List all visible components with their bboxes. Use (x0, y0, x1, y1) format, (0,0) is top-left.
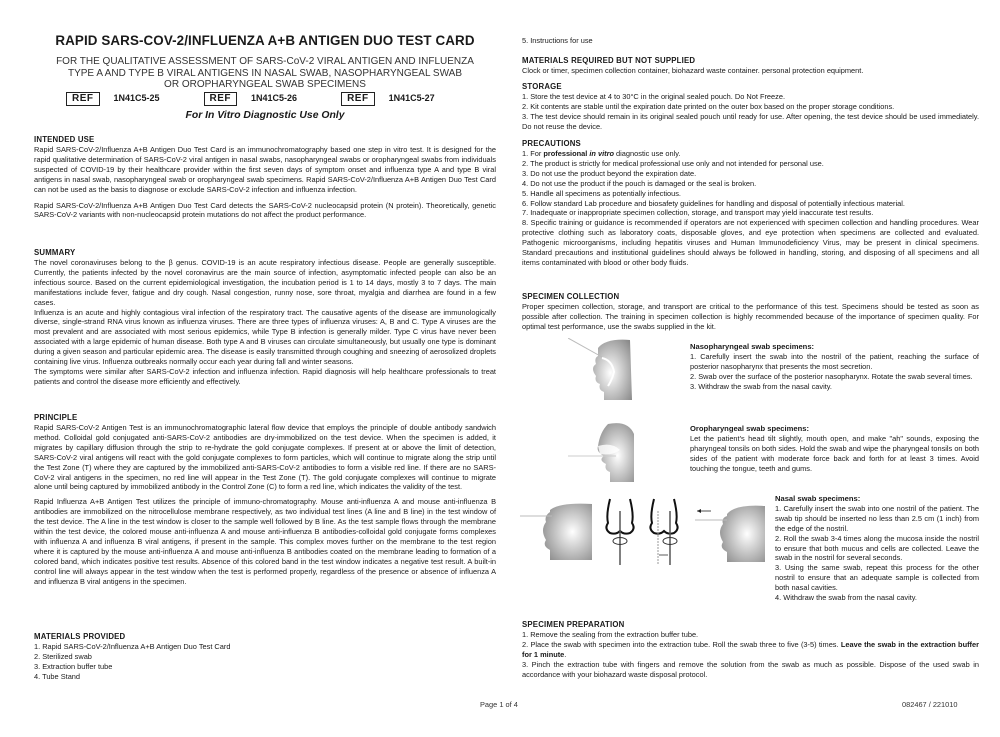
document-title: RAPID SARS-COV-2/INFLUENZA A+B ANTIGEN DUO TEST CARD (55, 33, 475, 48)
list-item: 4. Tube Stand (34, 671, 81, 681)
materials-required-section (522, 56, 979, 76)
nasopharyngeal-head-profile-icon (568, 338, 648, 404)
list-item: 3. Withdraw the swab from the nasal cavity. (690, 381, 832, 391)
list-item: 1. Remove the sealing from the extraction buffer tube. (522, 630, 699, 639)
section-heading: SUMMARY (34, 248, 76, 257)
list-item: 4. Withdraw the swab from the nasal cavity. (775, 593, 917, 603)
list-item: 1. Carefully insert the swab into the nostril of the patient, reaching the surface of posterior nasopharynx that presents the most secretion. (690, 351, 979, 371)
paragraph: Clock or timer, specimen collection container, biohazard waste container. personal protection equipment. (522, 66, 864, 75)
summary-section (34, 248, 496, 387)
section-heading: INTENDED USE (34, 135, 95, 144)
list-item: 7. Inadequate or inappropriate specimen collection, storage, and transport may yield inaccurate test results. (522, 208, 874, 218)
nasal-head-profile-left-icon (520, 500, 600, 566)
list-item: 4. Do not use the product if the pouch is damaged or the seal is broken. (522, 178, 757, 188)
paragraph: Rapid Influenza A+B Antigen Test utilizes the principle of immuno-chromatography. Mouse anti-influenza A and mouse anti-influenza B antibodies are immobilized on the nitrocellulose membrane respectively, as two individual test lines (A line and B line) in the test window of the test device. The A line in the test window is closer to the sample well followed by B line. As the test sample flows through the membrane within the test device, the colored mouse anti-influenza A and mouse anti-influenza B antibodies-colloidal gold conjugate forms complexes with influenza A and influenza B viral antigens, if present in the sample. This complex moves further on the membrane to the test region where it is captured by the mouse anti-influenza A and mouse anti-influenza B antibodies coated on the membrane leading to formation of a colored band, which indicates positive test results. Absence of this colored band in the test window indicates a negative test result. A built-in control line will always appear in the test window when the test is performed properly, regardless of the presence or absence of influenza A and influenza B viral antigens in the specimen. (34, 497, 496, 586)
document-code: 082467 / 221010 (902, 700, 958, 709)
paragraph: Influenza is an acute and highly contagious viral infection of the respiratory tract. The causative agents of the disease are immunologically diverse, single-strand RNA virus known as influenza viruses. There are three types of influenza viruses: A, B and C. Type A viruses are the most prevalent and are associated with most serious epidemics, while Type B infection is generally milder. Type C virus have never been associated with a large epidemic of human disease. Both type A and B viruses can circulate simultaneously, but usually one type is dominant during a given season and particular epidemic area. The disease is easily transmitted through coughing and sneezing of aerosolized droplets containing live virus. Influenza outbreaks normally occur each year during fall and winter seasons. (34, 307, 496, 367)
list-item: 5. Handle all specimens as potentially infectious. (522, 188, 681, 198)
intended-use-section (34, 135, 496, 220)
list-item: 5. Instructions for use (522, 36, 593, 45)
list-item: 2. Kit contents are stable until the expiration date printed on the outer box based on the proper storage conditions. (522, 101, 895, 111)
subtitle-line: TYPE A AND TYPE B VIRAL ANTIGENS IN NASAL SWAB, NASOPHARYNGEAL SWAB (67, 67, 462, 79)
subsection-title: Oropharyngeal swab specimens: (690, 424, 810, 433)
list-item: 2. Place the swab with specimen into the extraction tube. Roll the swab three to five (3-5) times. Leave the swab in the extraction buffer for 1 minute. (522, 639, 979, 659)
list-item: 1. Store the test device at 4 to 30°C in the original sealed pouch. Do Not Freeze. (522, 92, 786, 101)
specimen-collection-section (522, 292, 979, 332)
ref-code: 1N41C5-25 (113, 93, 160, 104)
oropharyngeal-instructions (690, 424, 979, 474)
list-item: 2. Sterilized swab (34, 651, 92, 661)
paragraph: Proper specimen collection, storage, and transport are critical to the performance of this test. Specimens should be tested as soon as possible after collection. The training in specimen collection is highly recommended because of the importance of specimen quality. For optimal test performance, use the swabs supplied in the kit. (522, 302, 979, 331)
ref-label-box: REF (204, 92, 238, 106)
materials-provided-continued (522, 36, 979, 46)
nose-swab-rotate-icon (604, 497, 640, 567)
list-item: 3. Pinch the extraction tube with fingers and remove the solution from the swab as much as possible. Dispose of the used swab in accordance with your biohazard waste disposal protocol. (522, 659, 979, 679)
page-number: Page 1 of 4 (480, 700, 518, 709)
list-item: 2. Roll the swab 3-4 times along the mucosa inside the nostril to ensure that both mucus and cells are collected. Leave the swab in the nostril for several seconds. (775, 533, 979, 563)
list-item: 3. The test device should remain in its original sealed pouch until ready for use. After opening, the test device should be used immediately. Do not reuse the device. (522, 111, 979, 131)
section-heading: STORAGE (522, 82, 562, 91)
ref-code: 1N41C5-26 (251, 93, 298, 104)
paragraph: Rapid SARS-CoV-2/Influenza A+B Antigen Duo Test Card is an immunochromatography based one step in vitro test. It is designed for the rapid qualitative determination of SARS-CoV-2 viral antigen in nasal swabs, nasopharyngeal swabs or oropharyngeal swabs from individuals suspected of COVID-19 by their healthcare provider within the first seven days of symptom onset and influenza type A and type B viral antigens in nasal swab, nasopharyngeal swab or oropharyngeal swab specimens. Rapid SARS-CoV-2/Influenza A+B Antigen Duo Test Card can not be used as the basis to diagnose or exclude SARS-CoV-2 infection and influenza infection. (34, 145, 496, 194)
list-item: 1. Carefully insert the swab into one nostril of the patient. The swab tip should be inserted no less than 2.5 cm (1 inch) from the edge of the nostril. (775, 503, 979, 533)
list-item: 2. The product is strictly for medical professional use only and not intended for personal use. (522, 158, 824, 168)
section-heading: PRINCIPLE (34, 413, 78, 422)
subsection-title: Nasopharyngeal swab specimens: (690, 342, 815, 351)
section-heading: PRECAUTIONS (522, 139, 581, 148)
paragraph: The novel coronaviruses belong to the β genus. COVID-19 is an acute respiratory infectious disease. People are generally susceptible. Currently, the patients infected by the novel coronavirus are the main source of infection, asymptomatic infected people can also be an infectious source. Based on the current epidemiological investigation, the incubation period is 1 to 14 days, mostly 3 to 7 days. The main manifestations include fever, fatigue and dry cough. Nasal congestion, runny nose, sore throat, myalgia and diarrhea are found in a few cases. (34, 258, 496, 307)
specimen-preparation-section (522, 620, 979, 680)
list-item: 6. Follow standard Lab procedure and biosafety guidelines for handling and disposal of potentially infectious material. (522, 198, 905, 208)
ref-label-box: REF (341, 92, 375, 106)
section-heading: SPECIMEN COLLECTION (522, 292, 620, 301)
section-heading: SPECIMEN PREPARATION (522, 620, 625, 629)
list-item: 3. Using the same swab, repeat this process for the other nostril to ensure that an adequate sample is collected from both nasal cavities. (775, 563, 979, 593)
list-item: 1. For professional in vitro diagnostic use only. (522, 149, 681, 158)
nose-swab-shift-icon (648, 497, 688, 567)
subtitle-line: OR OROPHARYNGEAL SWAB SPECIMENS (164, 79, 366, 90)
nasal-instructions (775, 494, 979, 603)
nasal-head-profile-right-icon (695, 500, 765, 566)
ref-code: 1N41C5-27 (388, 93, 435, 104)
principle-section (34, 413, 496, 587)
precautions-section (522, 139, 979, 268)
ivd-notice: For In Vitro Diagnostic Use Only (185, 110, 345, 121)
document-subtitle (34, 56, 496, 91)
paragraph: Let the patient's head tilt slightly, mouth open, and make "ah" sounds, exposing the pharyngeal tonsils on both sides. Hold the swab and wipe the pharyngeal tonsils on both sides of the patient with moderate force back and forth for at least 3 times. Avoid touching the tongue, teeth and gums. (690, 433, 979, 473)
ref-codes (66, 92, 486, 106)
ref-group (66, 92, 160, 106)
list-item: 1. Rapid SARS-CoV-2/Influenza A+B Antigen Duo Test Card (34, 642, 231, 651)
subtitle-line: FOR THE QUALITATIVE ASSESSMENT OF SARS-CoV-2 VIRAL ANTIGEN AND INFLUENZA (56, 56, 474, 67)
ref-group (341, 92, 435, 106)
ref-label-box: REF (66, 92, 100, 106)
subsection-title: Nasal swab specimens: (775, 494, 861, 503)
oropharyngeal-head-profile-icon (568, 420, 648, 486)
storage-section (522, 82, 979, 132)
section-heading: MATERIALS REQUIRED BUT NOT SUPPLIED (522, 56, 696, 65)
ref-group (204, 92, 298, 106)
paragraph: Rapid SARS-CoV-2 Antigen Test is an immunochromatographic lateral flow device that employs the principle of double antibody sandwich method. Colloidal gold conjugated anti-SARS-CoV-2 antibodies are dry-immobilized on the test device. When the specimen is added, it migrates by capillary diffusion through the strip to re-hydrate the gold conjugate complexes. If present at or above the limit of detection, SARS-CoV-2 viral antigens will react with the gold conjugate complexes to form particles, which will continue to migrate along the strip until the Test Zone (T) where they are captured by the immobilized anti-SARS-CoV-2 antibodies to form a visible red line. If there are no SARS-CoV-2 viral antigens in the specimen, no red line will appear in the Test Zone (T). The gold conjugate complexes will continue to migrate alone until being captured by immobilized antibody in the Control Zone (C) to form a red line, which indicates the validity of the test. (34, 423, 496, 492)
list-item: 2. Swab over the surface of the posterior nasopharynx. Rotate the swab several times. (690, 371, 973, 381)
section-heading: MATERIALS PROVIDED (34, 632, 126, 641)
list-item: 3. Extraction buffer tube (34, 661, 113, 671)
list-item: 8. Specific training or guidance is recommended if operators are not experienced with specimen collection and handling procedures. Wear protective clothing such as laboratory coats, disposable gloves, and eye protection when specimens are collected and evaluated. Pathogenic microorganisms, including hepatitis viruses and Human Immunodeficiency Virus, may be present in clinical specimens. Standard precautions and institutional guidelines should always be followed in handling, storing, and disposing of all specimens and all items contaminated with blood or other body fluids. (522, 218, 979, 267)
paragraph: Rapid SARS-CoV-2/Influenza A+B Antigen Duo Test Card detects the SARS-CoV-2 nucleocapsid protein (N protein). Theoretically, genetic SARS-CoV-2 variants with non-nucleocapsid protein mutations do not affect the product performance. (34, 200, 496, 220)
paragraph: The symptoms were similar after SARS-CoV-2 infection and influenza infection. Rapid diagnosis will help healthcare professionals to treat patients and control the disease more efficiently and effectively. (34, 366, 496, 386)
list-item: 3. Do not use the product beyond the expiration date. (522, 168, 697, 178)
materials-provided-section (34, 632, 496, 682)
nasopharyngeal-instructions (690, 342, 979, 392)
